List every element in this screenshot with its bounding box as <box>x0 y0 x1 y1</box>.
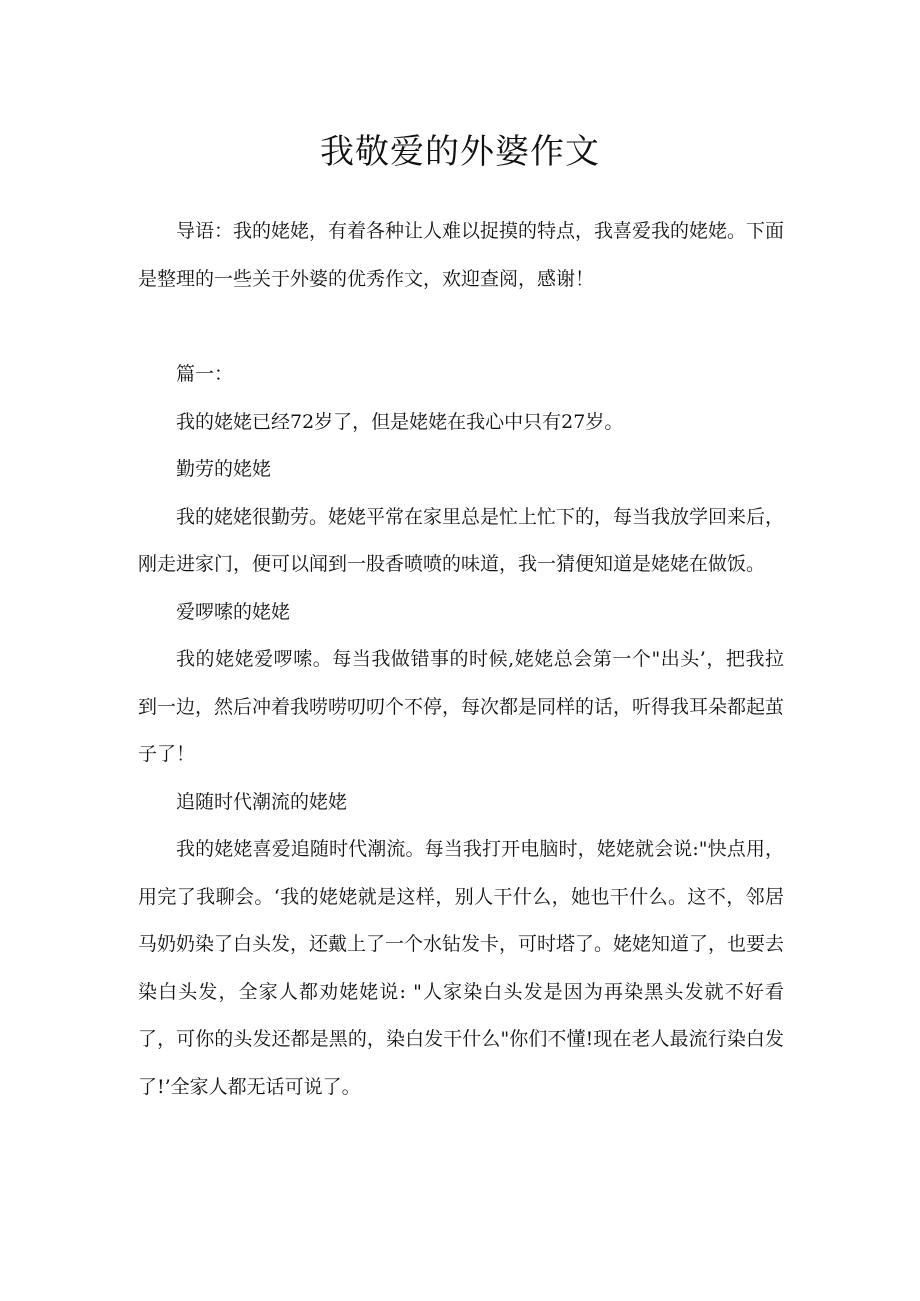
paragraph-diligent: 我的姥姥很勤劳。姥姥平常在家里总是忙上忙下的，每当我放学回来后，刚走进家门，便可以闻到一股香喷喷的味道，我一猜便知道是姥姥在做饭。 <box>138 505 785 575</box>
subheading-trendy: 追随时代潮流的姥姥 <box>176 790 348 813</box>
intro-paragraph: 导语：我的姥姥，有着各种让人难以捉摸的特点，我喜爱我的姥姥。下面是整理的一些关于外婆的优秀作文，欢迎查阅，感谢！ <box>138 220 785 290</box>
paragraph-trendy: 我的姥姥喜爱追随时代潮流。每当我打开电脑时，姥姥就会说:"快点用，用完了我聊会。‘我的姥姥就是这样，别人干什么，她也干什么。这不，邻居马奶奶染了白头发，还戴上了一个水钻发卡，可时塔了。姥姥知道了，也要去染白头发，全家人都劝姥姥说: "人家染白头发是因为再染黑头发就不好看了，可你的头发还都是黑的，染白发干什么"你们不懂!现在老人最流行染白发了!’全家人都无话可说了。 <box>138 838 785 1098</box>
subheading-diligent: 勤劳的姥姥 <box>176 458 272 480</box>
age-paragraph: 我的姥姥已经72岁了，但是姥姥在我心中只有27岁。 <box>176 410 624 433</box>
spacer <box>138 303 784 351</box>
subheading-nagging: 爱啰嗦的姥姥 <box>176 600 291 623</box>
article-body <box>138 208 784 1111</box>
paragraph-nagging: 我的姥姥爱啰嗦。每当我做错事的时候,姥姥总会第一个"出头’，把我拉到一边，然后冲着我唠唠叨叨个不停，每次都是同样的话，听得我耳朵都起茧子了！ <box>138 648 785 765</box>
section-label: 篇一： <box>176 363 234 385</box>
page-title: 我敬爱的外婆作文 <box>320 132 600 172</box>
